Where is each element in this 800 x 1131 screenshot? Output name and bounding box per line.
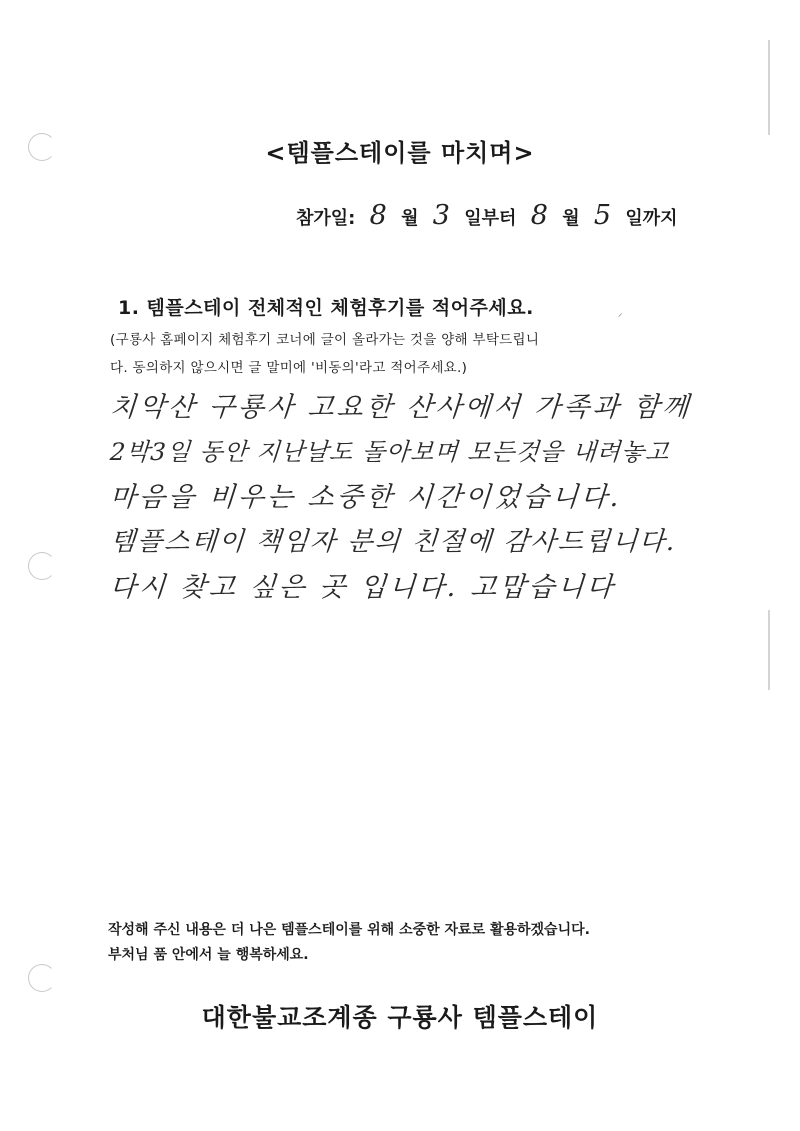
scan-edge-mark-top [768,40,770,135]
footer-note-line: 부처님 품 안에서 늘 행복하세요. [108,947,309,963]
page-title: <템플스테이를 마치며> [265,139,535,167]
question-1-heading: 1. 템플스테이 전체적인 체험후기를 적어주세요. [118,297,534,319]
question-1-note-line: (구룡사 홈페이지 체험후기 코너에 글이 올라가는 것을 양해 부탁드립니 [110,332,540,348]
start-day-value: 3 [432,200,450,231]
scan-speck: ⸝ [618,309,623,319]
scan-edge-mark-middle [768,610,770,690]
footer-note-line: 작성해 주신 내용은 더 나은 템플스테이를 위해 소중한 자료로 활용하겠습니다. [108,922,590,938]
question-1-note [110,326,710,382]
footer-note [108,918,590,968]
answer-line: 마음을 비우는 소중한 시간이었습니다. [108,482,623,513]
month-unit: 월 [401,208,419,229]
punch-hole-middle [28,552,56,580]
from-text: 일부터 [464,208,517,229]
handwritten-answer [110,385,780,610]
start-month-value: 8 [369,200,387,231]
end-day-value: 5 [593,200,612,231]
punch-hole-bottom [28,964,56,992]
answer-line: 2박3일 동안 지난날도 돌아보며 모든것을 내려놓고 [109,438,671,466]
organization-name: 대한불교조계종 구룡사 템플스테이 [201,1003,599,1032]
participation-dates [296,200,678,231]
month-unit: 월 [562,208,580,229]
until-text: 일까지 [625,208,678,229]
question-1-note-line: 다. 동의하지 않으시면 글 말미에 '비동의'라고 적어주세요.) [110,360,468,376]
participation-label: 참가일: [296,208,356,229]
answer-line: 다시 찾고 싶은 곳 입니다. 고맙습니다 [108,572,617,603]
answer-line: 치악산 구룡사 고요한 산사에서 가족과 함께 [108,392,693,423]
end-month-value: 8 [530,200,548,231]
answer-line: 템플스테이 책임자 분의 친절에 감사드립니다. [108,527,678,557]
